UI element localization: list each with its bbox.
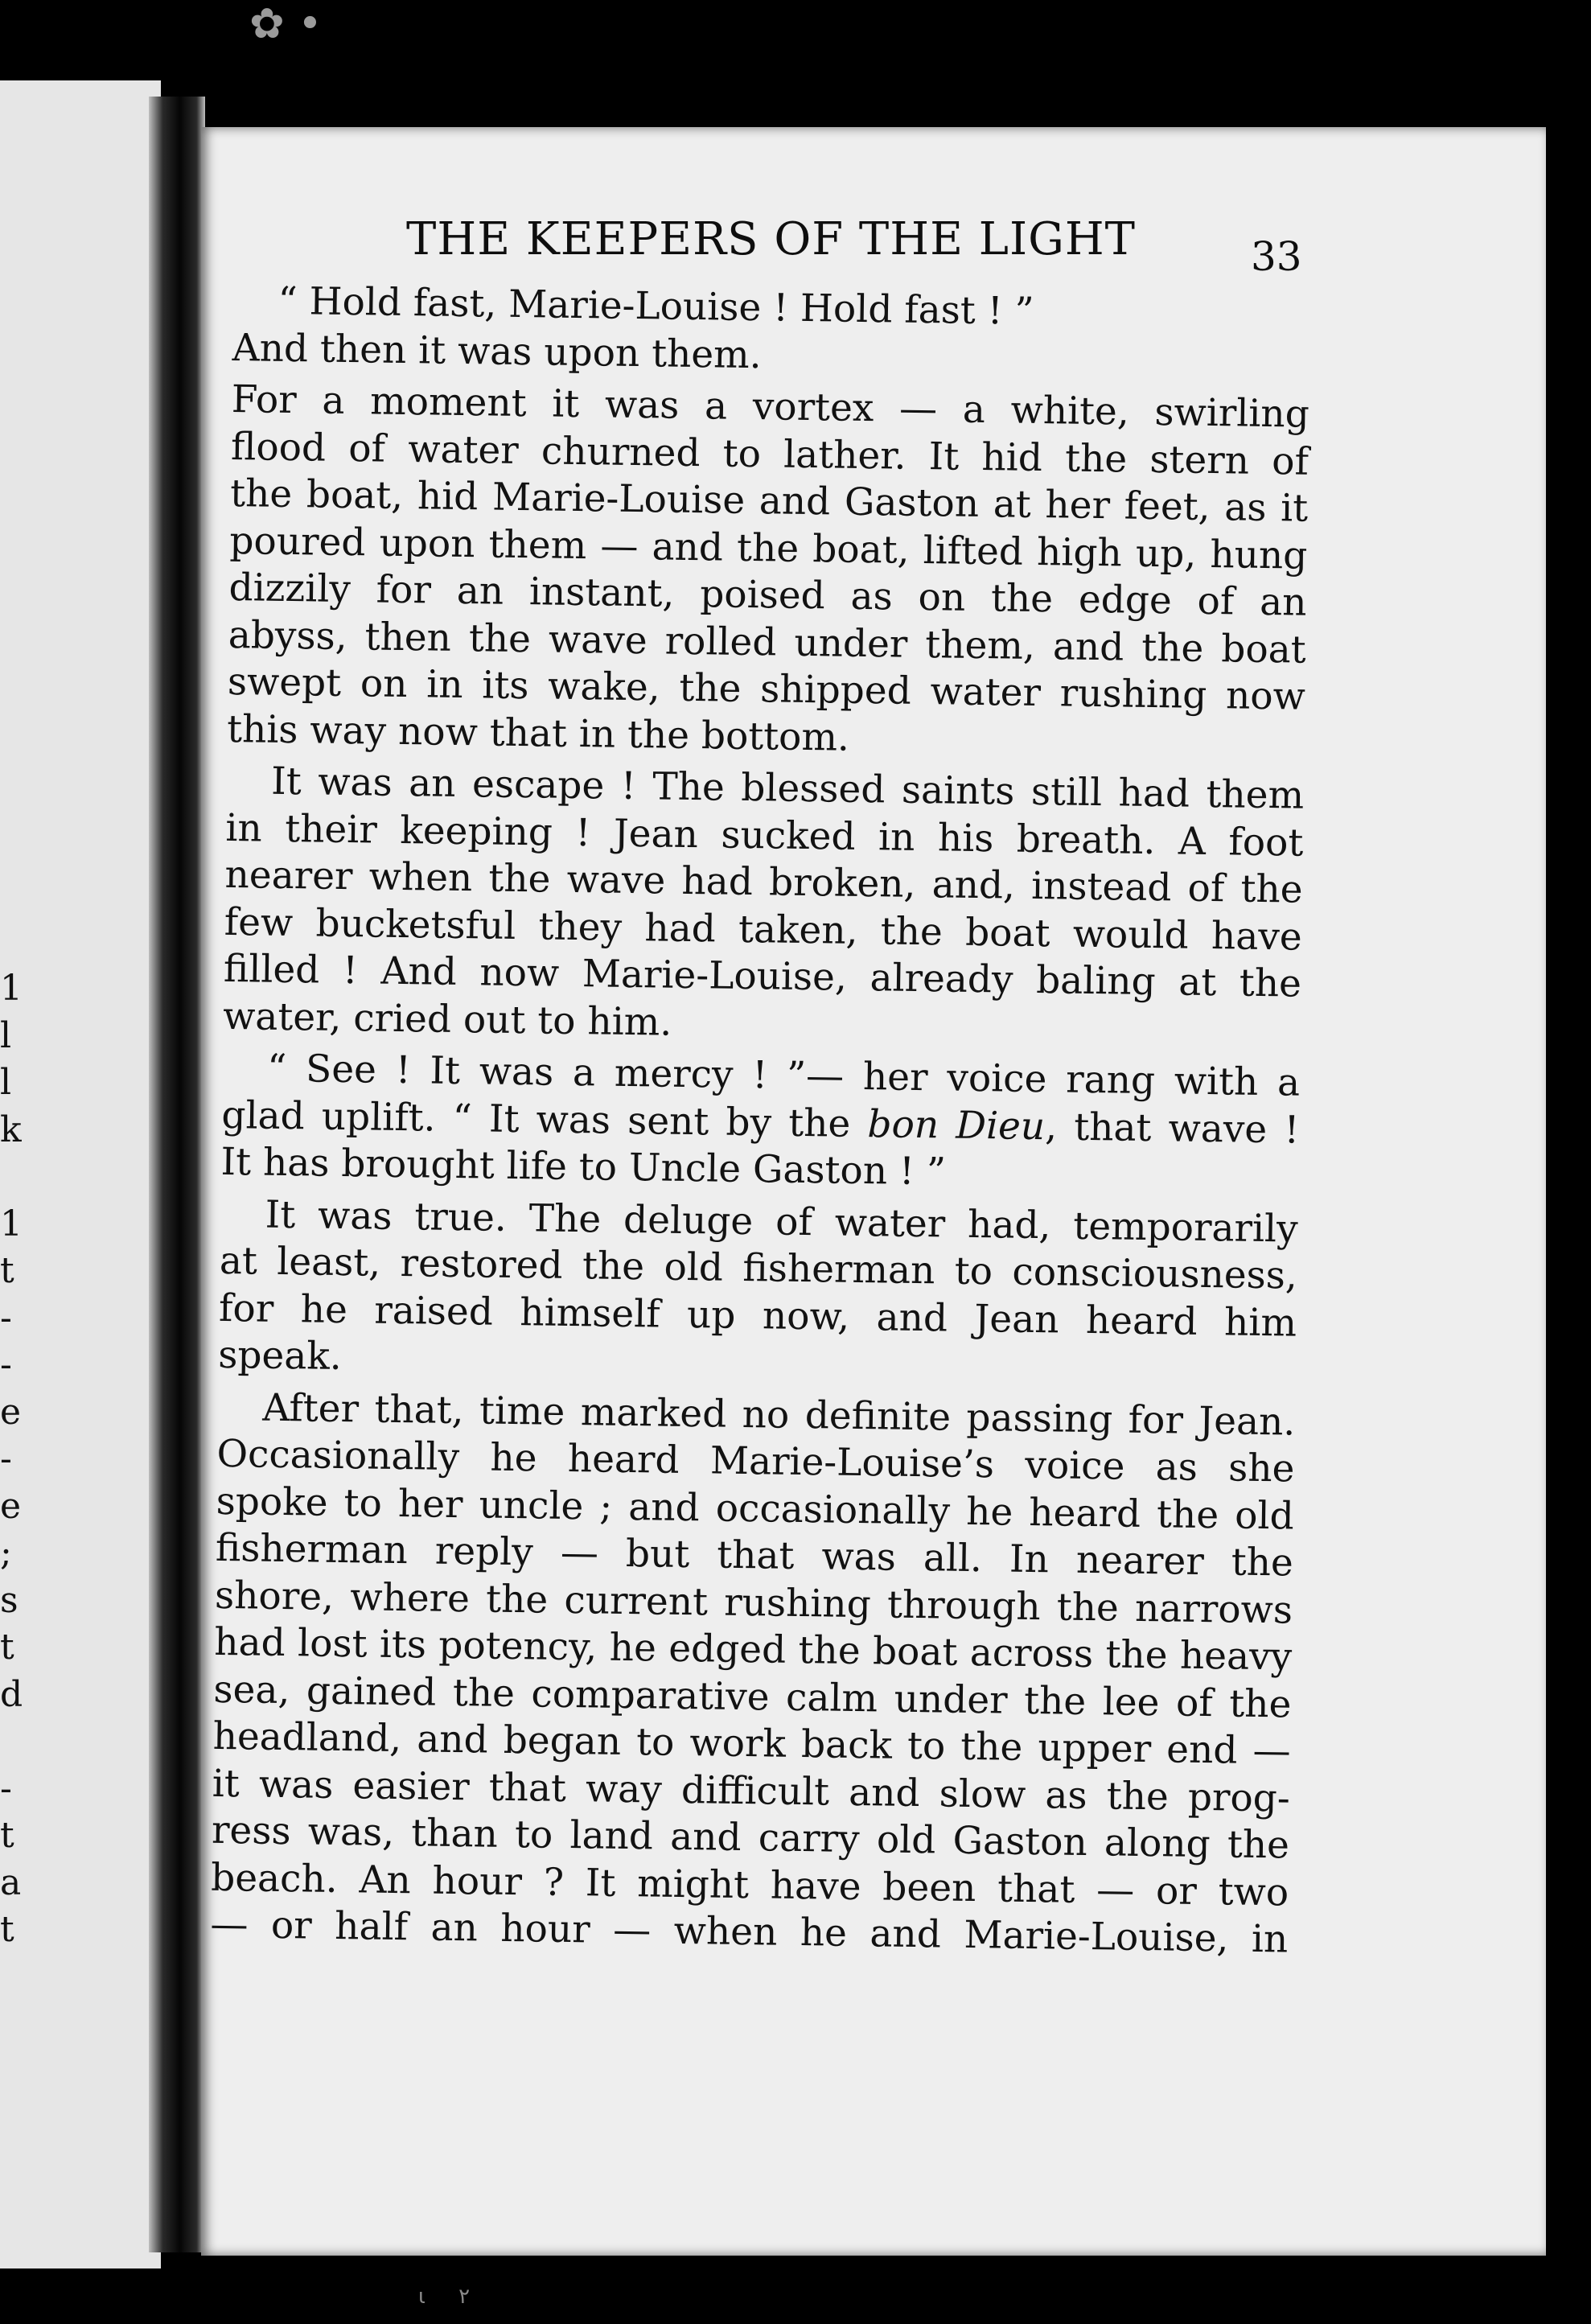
left-edge-fragment: k <box>0 1109 22 1150</box>
left-edge-fragment: 1 <box>0 1203 23 1244</box>
scan-specks: ι ٢ <box>418 2285 471 2309</box>
left-edge-fragment: e <box>0 1485 22 1527</box>
text-line: It was true. The deluge of water had, temporarily <box>265 1192 1299 1252</box>
page-number: 33 <box>1251 233 1302 280</box>
text-line: fisherman reply — but that was all. In nearer the <box>215 1525 1294 1586</box>
text-line: spoke to her uncle ; and occasionally he heard the old <box>216 1479 1295 1539</box>
italic-phrase: bon Dieu <box>867 1101 1046 1149</box>
left-edge-fragment: - <box>0 1438 12 1479</box>
text-line: swept on in its wake, the shipped water rushing now <box>227 659 1306 719</box>
left-edge-fragment: t <box>0 1627 14 1668</box>
text-line: poured upon them — and the boat, lifted high up, hung <box>229 518 1308 578</box>
left-edge-fragment: e <box>0 1391 22 1433</box>
left-edge-fragment: t <box>0 1250 14 1291</box>
text-line: shore, where the current rushing through the narrows <box>214 1573 1293 1633</box>
left-edge-fragment: a <box>0 1861 22 1903</box>
left-edge-fragment: l <box>0 1062 12 1103</box>
text-line: It has brought life to Uncle Gaston ! ” <box>220 1139 947 1195</box>
text-line: the boat, hid Marie-Louise and Gaston at her feet, as it <box>229 471 1309 531</box>
text-line: Occasionally he heard Marie-Louise’s voice as she <box>216 1431 1295 1491</box>
text-line: And then it was upon them. <box>232 325 763 377</box>
text-line: for he raised himself up now, and Jean heard him <box>218 1285 1297 1346</box>
left-edge-fragment: 1 <box>0 968 23 1009</box>
left-edge-fragment: - <box>0 1297 12 1339</box>
text-line: had lost its potency, he edged the boat across the heavy <box>213 1619 1293 1680</box>
left-edge-fragment <box>0 1154 32 1201</box>
text-line: abyss, then the wave rolled under them, and the boat <box>228 612 1307 673</box>
text-line: For a moment it was a vortex — a white, swirling <box>231 376 1310 437</box>
body-text <box>210 278 1311 1964</box>
text-line: this way now that in the bottom. <box>226 706 850 760</box>
text-line: It was an escape ! The blessed saints still had them <box>270 759 1305 818</box>
left-edge-fragment <box>0 1718 32 1766</box>
text-line: sea, gained the comparative calm under the lee of the <box>213 1667 1292 1727</box>
text-line: filled ! And now Marie-Louise, already baling at the <box>223 946 1302 1006</box>
text-line: at least, restored the old fisherman to consciousness, <box>219 1238 1298 1298</box>
left-edge-fragment: s <box>0 1579 18 1621</box>
left-edge-fragment: t <box>0 1909 14 1950</box>
left-edge-fragment: l <box>0 1014 12 1056</box>
running-head: THE KEEPERS OF THE LIGHT <box>406 213 1137 265</box>
left-edge-fragment: d <box>0 1673 23 1715</box>
text-line: “ Hold fast, Marie-Louise ! Hold fast ! ” <box>278 278 1034 334</box>
left-edge-fragment: t <box>0 1815 14 1856</box>
text-line: beach. An hour ? It might have been that — or two <box>210 1855 1289 1915</box>
text-line: nearer when the wave had broken, and, instead of the <box>224 852 1303 912</box>
text-line: glad uplift. “ It was sent by the bon Dieu, that wave ! <box>221 1092 1300 1153</box>
text-line: it was easier that way difficult and slow as the prog- <box>212 1761 1291 1821</box>
text-line: “ See ! It was a mercy ! ”— her voice rang with a <box>266 1046 1301 1105</box>
left-edge-fragment: ; <box>0 1532 12 1573</box>
text-line: headland, and began to work back to the upper end — <box>212 1713 1291 1774</box>
text-line: water, cried out to him. <box>222 993 672 1045</box>
text-line: flood of water churned to lather. It hid the stern of <box>230 424 1309 484</box>
text-line: After that, time marked no definite passing for Jean. <box>262 1385 1296 1445</box>
left-page-edge <box>0 80 161 2268</box>
left-edge-fragment: - <box>0 1767 12 1809</box>
text-line: — or half an hour — when he and Marie-Louise, in <box>210 1902 1289 1962</box>
book-gutter <box>149 97 205 2252</box>
ornament-fragment: ✿ • <box>249 0 323 48</box>
text-line: ress was, than to land and carry old Gaston along the <box>211 1808 1290 1868</box>
left-page-text-fragments <box>0 965 32 1954</box>
left-edge-fragment: - <box>0 1344 12 1385</box>
text-line: in their keeping ! Jean sucked in his breath. A foot <box>225 805 1304 866</box>
text-line: few bucketsful they had taken, the boat would have <box>224 899 1303 960</box>
text-line: dizzily for an instant, poised as on the edge of an <box>228 565 1307 625</box>
text-line: speak. <box>217 1332 343 1380</box>
